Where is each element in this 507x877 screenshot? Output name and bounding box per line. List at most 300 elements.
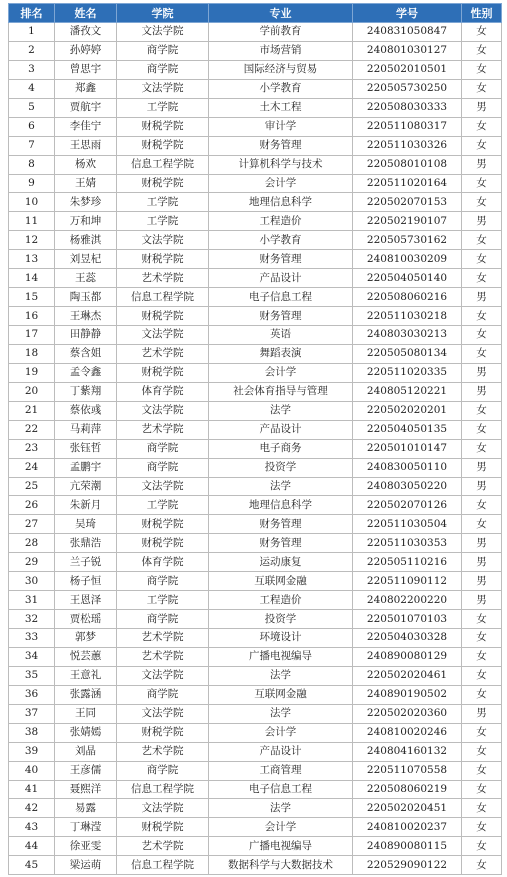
cell-college: 信息工程学院 <box>117 780 209 799</box>
cell-student-id: 240803030213 <box>353 326 462 345</box>
cell-name: 郭梦 <box>55 629 117 648</box>
cell-rank: 9 <box>9 174 55 193</box>
cell-rank: 14 <box>9 269 55 288</box>
cell-major: 产品设计 <box>209 420 353 439</box>
cell-name: 贾航宇 <box>55 98 117 117</box>
table-row <box>9 401 502 420</box>
cell-college: 工学院 <box>117 212 209 231</box>
cell-college: 文法学院 <box>117 401 209 420</box>
cell-name: 杨欢 <box>55 155 117 174</box>
cell-student-id: 220502020461 <box>353 666 462 685</box>
cell-college: 工学院 <box>117 98 209 117</box>
cell-gender: 女 <box>462 420 502 439</box>
cell-gender: 女 <box>462 629 502 648</box>
table-row <box>9 534 502 553</box>
table-row <box>9 477 502 496</box>
cell-rank: 4 <box>9 79 55 98</box>
cell-name: 杨雅淇 <box>55 231 117 250</box>
cell-student-id: 240801030127 <box>353 41 462 60</box>
cell-student-id: 220508030333 <box>353 98 462 117</box>
cell-name: 王彦儒 <box>55 761 117 780</box>
cell-name: 万和坤 <box>55 212 117 231</box>
cell-college: 信息工程学院 <box>117 155 209 174</box>
cell-gender: 男 <box>462 591 502 610</box>
cell-major: 计算机科学与技术 <box>209 155 353 174</box>
table-row <box>9 647 502 666</box>
table-row <box>9 704 502 723</box>
cell-rank: 44 <box>9 837 55 856</box>
table-row <box>9 761 502 780</box>
cell-name: 杨子恒 <box>55 572 117 591</box>
cell-student-id: 220502070153 <box>353 193 462 212</box>
cell-college: 艺术学院 <box>117 269 209 288</box>
cell-student-id: 240810020237 <box>353 818 462 837</box>
cell-major: 会计学 <box>209 723 353 742</box>
cell-college: 工学院 <box>117 496 209 515</box>
cell-rank: 22 <box>9 420 55 439</box>
cell-student-id: 220502190107 <box>353 212 462 231</box>
cell-student-id: 220501010147 <box>353 439 462 458</box>
cell-student-id: 220502020451 <box>353 799 462 818</box>
cell-student-id: 220508010108 <box>353 155 462 174</box>
cell-student-id: 240810030209 <box>353 250 462 269</box>
cell-gender: 女 <box>462 269 502 288</box>
cell-college: 文法学院 <box>117 231 209 250</box>
cell-college: 文法学院 <box>117 23 209 42</box>
cell-name: 王蕊 <box>55 269 117 288</box>
cell-college: 艺术学院 <box>117 742 209 761</box>
cell-name: 悦芸蕙 <box>55 647 117 666</box>
ranking-table <box>8 3 502 875</box>
header-college: 学院 <box>117 4 209 23</box>
header-gender: 性别 <box>462 4 502 23</box>
cell-gender: 男 <box>462 458 502 477</box>
table-row <box>9 231 502 250</box>
cell-name: 兰子锐 <box>55 553 117 572</box>
cell-major: 审计学 <box>209 117 353 136</box>
cell-major: 电子信息工程 <box>209 780 353 799</box>
cell-name: 朱新月 <box>55 496 117 515</box>
table-row <box>9 723 502 742</box>
table-row <box>9 307 502 326</box>
cell-rank: 33 <box>9 629 55 648</box>
cell-major: 法学 <box>209 704 353 723</box>
cell-name: 贾松瑶 <box>55 610 117 629</box>
cell-student-id: 240890190502 <box>353 685 462 704</box>
cell-name: 蔡含姐 <box>55 344 117 363</box>
cell-student-id: 220508060219 <box>353 780 462 799</box>
cell-college: 财税学院 <box>117 307 209 326</box>
cell-student-id: 220502070126 <box>353 496 462 515</box>
cell-college: 财税学院 <box>117 250 209 269</box>
cell-student-id: 220511090112 <box>353 572 462 591</box>
table-row <box>9 174 502 193</box>
cell-name: 王思雨 <box>55 136 117 155</box>
cell-major: 电子商务 <box>209 439 353 458</box>
cell-major: 广播电视编导 <box>209 647 353 666</box>
cell-gender: 女 <box>462 193 502 212</box>
cell-college: 商学院 <box>117 572 209 591</box>
table-row <box>9 363 502 382</box>
table-row <box>9 572 502 591</box>
cell-student-id: 220502010501 <box>353 60 462 79</box>
cell-college: 财税学院 <box>117 117 209 136</box>
table-row <box>9 326 502 345</box>
cell-gender: 女 <box>462 742 502 761</box>
cell-rank: 35 <box>9 666 55 685</box>
cell-gender: 女 <box>462 761 502 780</box>
table-row <box>9 23 502 42</box>
cell-major: 投资学 <box>209 610 353 629</box>
cell-major: 投资学 <box>209 458 353 477</box>
table-row <box>9 155 502 174</box>
cell-rank: 12 <box>9 231 55 250</box>
cell-gender: 男 <box>462 477 502 496</box>
cell-gender: 男 <box>462 382 502 401</box>
table-row <box>9 288 502 307</box>
cell-student-id: 240830050110 <box>353 458 462 477</box>
cell-name: 王同 <box>55 704 117 723</box>
table-row <box>9 79 502 98</box>
cell-rank: 16 <box>9 307 55 326</box>
cell-gender: 女 <box>462 79 502 98</box>
cell-name: 马莉萍 <box>55 420 117 439</box>
cell-gender: 女 <box>462 136 502 155</box>
cell-major: 广播电视编导 <box>209 837 353 856</box>
table-row <box>9 666 502 685</box>
cell-major: 小学教育 <box>209 79 353 98</box>
cell-college: 体育学院 <box>117 553 209 572</box>
cell-rank: 2 <box>9 41 55 60</box>
cell-rank: 38 <box>9 723 55 742</box>
cell-major: 产品设计 <box>209 269 353 288</box>
cell-gender: 女 <box>462 818 502 837</box>
cell-college: 财税学院 <box>117 723 209 742</box>
cell-college: 财税学院 <box>117 363 209 382</box>
cell-name: 丁琳滢 <box>55 818 117 837</box>
cell-rank: 11 <box>9 212 55 231</box>
cell-rank: 43 <box>9 818 55 837</box>
cell-gender: 女 <box>462 41 502 60</box>
cell-college: 文法学院 <box>117 477 209 496</box>
table-row <box>9 193 502 212</box>
cell-rank: 13 <box>9 250 55 269</box>
cell-student-id: 220511070558 <box>353 761 462 780</box>
cell-rank: 18 <box>9 344 55 363</box>
cell-gender: 女 <box>462 307 502 326</box>
cell-gender: 女 <box>462 799 502 818</box>
cell-gender: 女 <box>462 231 502 250</box>
cell-student-id: 220505110216 <box>353 553 462 572</box>
cell-college: 艺术学院 <box>117 647 209 666</box>
cell-rank: 34 <box>9 647 55 666</box>
cell-student-id: 220502020201 <box>353 401 462 420</box>
cell-college: 商学院 <box>117 761 209 780</box>
cell-major: 舞蹈表演 <box>209 344 353 363</box>
ranking-table-container <box>8 3 501 875</box>
cell-major: 社会体育指导与管理 <box>209 382 353 401</box>
cell-gender: 女 <box>462 856 502 875</box>
cell-student-id: 240890080115 <box>353 837 462 856</box>
cell-name: 张露涵 <box>55 685 117 704</box>
cell-name: 陶玉都 <box>55 288 117 307</box>
cell-rank: 10 <box>9 193 55 212</box>
cell-student-id: 220511080317 <box>353 117 462 136</box>
cell-major: 英语 <box>209 326 353 345</box>
header-student-id: 学号 <box>353 4 462 23</box>
cell-major: 地理信息科学 <box>209 496 353 515</box>
cell-major: 数据科学与大数据技术 <box>209 856 353 875</box>
cell-college: 商学院 <box>117 458 209 477</box>
cell-college: 财税学院 <box>117 515 209 534</box>
cell-rank: 41 <box>9 780 55 799</box>
cell-name: 王恩泽 <box>55 591 117 610</box>
table-row <box>9 856 502 875</box>
cell-name: 聂熙洋 <box>55 780 117 799</box>
cell-gender: 男 <box>462 288 502 307</box>
cell-rank: 31 <box>9 591 55 610</box>
cell-name: 亢荣潮 <box>55 477 117 496</box>
cell-college: 文法学院 <box>117 799 209 818</box>
cell-name: 刘昱杞 <box>55 250 117 269</box>
cell-gender: 女 <box>462 401 502 420</box>
cell-major: 财务管理 <box>209 250 353 269</box>
cell-gender: 女 <box>462 685 502 704</box>
cell-gender: 女 <box>462 723 502 742</box>
cell-major: 互联网金融 <box>209 572 353 591</box>
header-name: 姓名 <box>55 4 117 23</box>
cell-rank: 15 <box>9 288 55 307</box>
cell-rank: 42 <box>9 799 55 818</box>
cell-college: 艺术学院 <box>117 420 209 439</box>
cell-gender: 女 <box>462 326 502 345</box>
cell-college: 商学院 <box>117 60 209 79</box>
cell-rank: 24 <box>9 458 55 477</box>
cell-major: 互联网金融 <box>209 685 353 704</box>
cell-student-id: 220529090122 <box>353 856 462 875</box>
cell-name: 郑鑫 <box>55 79 117 98</box>
table-row <box>9 591 502 610</box>
cell-rank: 32 <box>9 610 55 629</box>
cell-student-id: 220504050135 <box>353 420 462 439</box>
cell-college: 信息工程学院 <box>117 288 209 307</box>
cell-major: 学前教育 <box>209 23 353 42</box>
cell-rank: 23 <box>9 439 55 458</box>
cell-major: 财务管理 <box>209 534 353 553</box>
cell-student-id: 240804160132 <box>353 742 462 761</box>
cell-rank: 28 <box>9 534 55 553</box>
cell-name: 潘孜文 <box>55 23 117 42</box>
cell-college: 文法学院 <box>117 666 209 685</box>
cell-rank: 45 <box>9 856 55 875</box>
header-major: 专业 <box>209 4 353 23</box>
table-row <box>9 212 502 231</box>
cell-college: 商学院 <box>117 610 209 629</box>
header-rank: 排名 <box>9 4 55 23</box>
cell-major: 法学 <box>209 799 353 818</box>
table-row <box>9 553 502 572</box>
cell-major: 土木工程 <box>209 98 353 117</box>
cell-student-id: 220505080134 <box>353 344 462 363</box>
cell-college: 工学院 <box>117 591 209 610</box>
cell-student-id: 220511030504 <box>353 515 462 534</box>
cell-student-id: 240831050847 <box>353 23 462 42</box>
table-row <box>9 458 502 477</box>
table-row <box>9 818 502 837</box>
cell-college: 财税学院 <box>117 534 209 553</box>
cell-college: 财税学院 <box>117 174 209 193</box>
cell-name: 孟鹏宇 <box>55 458 117 477</box>
cell-gender: 男 <box>462 363 502 382</box>
cell-college: 文法学院 <box>117 79 209 98</box>
cell-college: 文法学院 <box>117 704 209 723</box>
cell-gender: 男 <box>462 534 502 553</box>
cell-name: 张钰哲 <box>55 439 117 458</box>
cell-name: 丁紫翔 <box>55 382 117 401</box>
cell-name: 曾思宇 <box>55 60 117 79</box>
table-row <box>9 629 502 648</box>
table-row <box>9 496 502 515</box>
cell-major: 小学教育 <box>209 231 353 250</box>
cell-major: 环境设计 <box>209 629 353 648</box>
cell-major: 工程造价 <box>209 212 353 231</box>
cell-rank: 20 <box>9 382 55 401</box>
cell-student-id: 220511030218 <box>353 307 462 326</box>
cell-college: 财税学院 <box>117 818 209 837</box>
table-row <box>9 515 502 534</box>
cell-rank: 29 <box>9 553 55 572</box>
cell-gender: 女 <box>462 496 502 515</box>
cell-rank: 5 <box>9 98 55 117</box>
table-row <box>9 250 502 269</box>
table-row <box>9 344 502 363</box>
cell-major: 工商管理 <box>209 761 353 780</box>
cell-major: 会计学 <box>209 818 353 837</box>
cell-name: 田静静 <box>55 326 117 345</box>
cell-gender: 女 <box>462 117 502 136</box>
cell-college: 财税学院 <box>117 136 209 155</box>
cell-major: 市场营销 <box>209 41 353 60</box>
cell-name: 孟令鑫 <box>55 363 117 382</box>
cell-rank: 37 <box>9 704 55 723</box>
table-row <box>9 136 502 155</box>
cell-rank: 40 <box>9 761 55 780</box>
table-row <box>9 41 502 60</box>
cell-gender: 男 <box>462 704 502 723</box>
cell-major: 地理信息科学 <box>209 193 353 212</box>
cell-major: 财务管理 <box>209 515 353 534</box>
cell-name: 张婧嫣 <box>55 723 117 742</box>
table-row <box>9 382 502 401</box>
cell-student-id: 240810020246 <box>353 723 462 742</box>
cell-gender: 男 <box>462 572 502 591</box>
cell-major: 法学 <box>209 666 353 685</box>
cell-major: 会计学 <box>209 363 353 382</box>
table-row <box>9 799 502 818</box>
cell-gender: 女 <box>462 837 502 856</box>
cell-major: 法学 <box>209 401 353 420</box>
cell-major: 会计学 <box>209 174 353 193</box>
cell-gender: 女 <box>462 610 502 629</box>
cell-rank: 19 <box>9 363 55 382</box>
cell-name: 徐亚雯 <box>55 837 117 856</box>
cell-name: 张鼎浩 <box>55 534 117 553</box>
cell-college: 商学院 <box>117 685 209 704</box>
cell-student-id: 220504030328 <box>353 629 462 648</box>
cell-name: 王琳杰 <box>55 307 117 326</box>
cell-name: 王意礼 <box>55 666 117 685</box>
table-header <box>9 4 502 23</box>
cell-rank: 1 <box>9 23 55 42</box>
cell-major: 产品设计 <box>209 742 353 761</box>
cell-major: 工程造价 <box>209 591 353 610</box>
cell-name: 刘晶 <box>55 742 117 761</box>
cell-gender: 女 <box>462 174 502 193</box>
cell-major: 国际经济与贸易 <box>209 60 353 79</box>
cell-college: 文法学院 <box>117 326 209 345</box>
cell-college: 艺术学院 <box>117 837 209 856</box>
cell-college: 商学院 <box>117 439 209 458</box>
table-row <box>9 610 502 629</box>
table-row <box>9 685 502 704</box>
cell-student-id: 220504050140 <box>353 269 462 288</box>
cell-name: 吴琦 <box>55 515 117 534</box>
cell-name: 朱梦珍 <box>55 193 117 212</box>
cell-student-id: 220505730250 <box>353 79 462 98</box>
table-row <box>9 420 502 439</box>
cell-name: 李佳宁 <box>55 117 117 136</box>
cell-major: 电子信息工程 <box>209 288 353 307</box>
cell-college: 体育学院 <box>117 382 209 401</box>
cell-college: 信息工程学院 <box>117 856 209 875</box>
cell-rank: 36 <box>9 685 55 704</box>
cell-gender: 女 <box>462 23 502 42</box>
cell-name: 易露 <box>55 799 117 818</box>
cell-gender: 男 <box>462 553 502 572</box>
cell-student-id: 220511030353 <box>353 534 462 553</box>
cell-gender: 女 <box>462 780 502 799</box>
cell-student-id: 240802200220 <box>353 591 462 610</box>
cell-major: 财务管理 <box>209 307 353 326</box>
cell-student-id: 220501070103 <box>353 610 462 629</box>
cell-student-id: 220502020360 <box>353 704 462 723</box>
cell-student-id: 240890080129 <box>353 647 462 666</box>
cell-rank: 30 <box>9 572 55 591</box>
cell-student-id: 220508060216 <box>353 288 462 307</box>
cell-rank: 21 <box>9 401 55 420</box>
cell-gender: 女 <box>462 666 502 685</box>
table-row <box>9 60 502 79</box>
header-row <box>9 4 502 23</box>
table-row <box>9 780 502 799</box>
cell-major: 财务管理 <box>209 136 353 155</box>
cell-name: 孙婷婷 <box>55 41 117 60</box>
cell-rank: 26 <box>9 496 55 515</box>
table-row <box>9 269 502 288</box>
cell-college: 商学院 <box>117 41 209 60</box>
cell-student-id: 220505730162 <box>353 231 462 250</box>
cell-student-id: 220511020335 <box>353 363 462 382</box>
cell-major: 法学 <box>209 477 353 496</box>
table-body <box>9 23 502 875</box>
cell-gender: 女 <box>462 344 502 363</box>
table-row <box>9 742 502 761</box>
cell-rank: 39 <box>9 742 55 761</box>
table-row <box>9 439 502 458</box>
cell-gender: 女 <box>462 647 502 666</box>
cell-gender: 女 <box>462 439 502 458</box>
cell-student-id: 240805120221 <box>353 382 462 401</box>
